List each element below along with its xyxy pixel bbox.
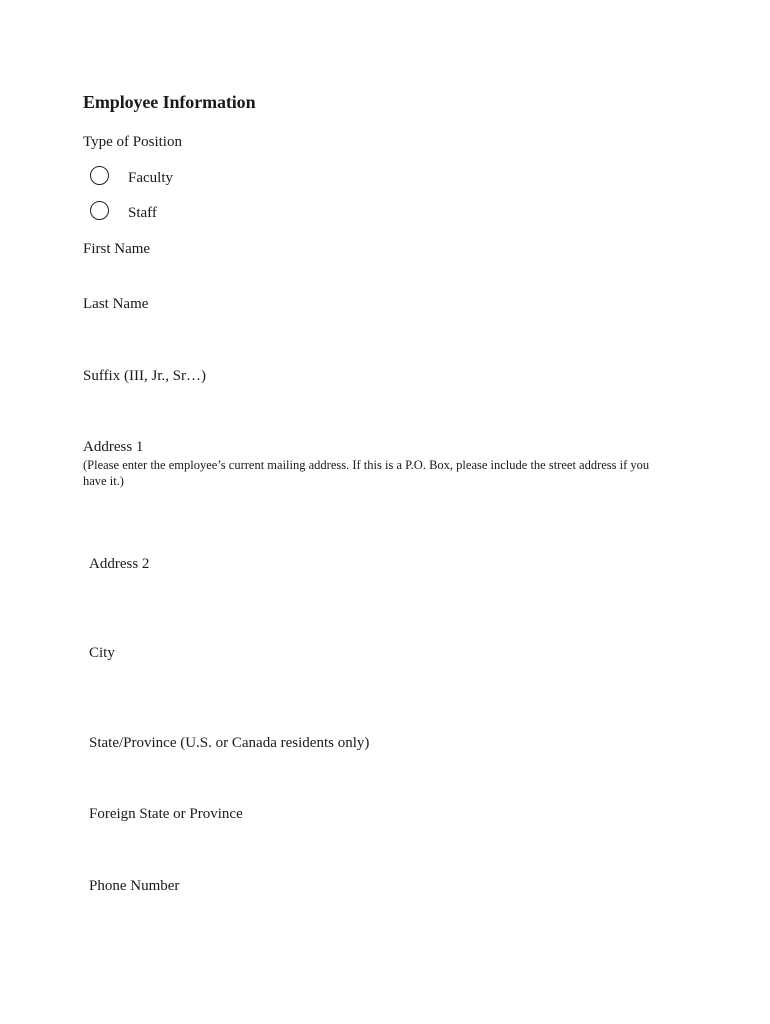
city-label: City (89, 645, 115, 661)
suffix-label: Suffix (III, Jr., Sr…) (83, 368, 207, 384)
staff-radio-label[interactable]: Staff (128, 205, 157, 221)
staff-radio-button[interactable] (90, 201, 109, 220)
address2-label: Address 2 (89, 556, 150, 572)
address1-instructions: (Please enter the employee’s current mailing address. If this is a P.O. Box, please include the street address if you have it.) (83, 458, 650, 488)
form-title: Employee Information (83, 92, 256, 112)
foreign-state-label: Foreign State or Province (89, 806, 243, 822)
phone-number-label: Phone Number (89, 878, 180, 894)
faculty-radio-label[interactable]: Faculty (128, 170, 173, 186)
position-type-label: Type of Position (83, 134, 182, 150)
first-name-label: First Name (83, 241, 151, 257)
state-province-label: State/Province (U.S. or Canada residents only) (89, 735, 370, 751)
last-name-label: Last Name (83, 296, 149, 312)
address1-label: Address 1 (83, 439, 144, 455)
faculty-radio-button[interactable] (90, 166, 109, 185)
